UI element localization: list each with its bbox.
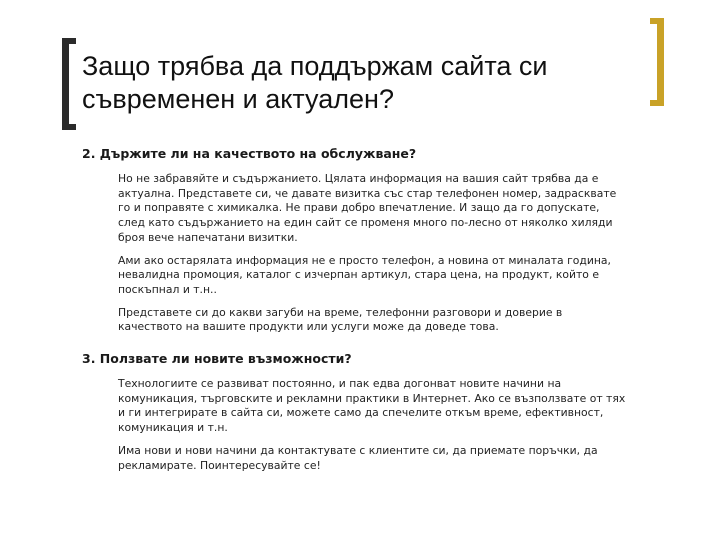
slide-title [82, 50, 642, 116]
text-line: го и поправяте с химикалка. Не прави добро впечатление. И защо да го допускате, [118, 201, 600, 215]
section-2-paragraph-2 [118, 254, 678, 298]
text-line: качеството на вашите продукти или услуги може да доведе това. [118, 320, 499, 334]
section-3-heading: 3. Ползвате ли новите възможности? [82, 351, 352, 367]
text-line: и ги интегрирате в сайта си, можете само да спечелите откъм време, ефективност, [118, 406, 604, 420]
text-line: Технологиите се развиват постоянно, и пак едва догонват новите начини на [118, 377, 562, 391]
section-3-paragraph-1 [118, 377, 678, 436]
text-line: комуникация, търговските и рекламни практики в Интернет. Ако се възползвате от тях [118, 391, 626, 405]
text-line: комуникация и т.н. [118, 421, 228, 435]
section-2-heading: 2. Държите ли на качеството на обслужване? [82, 146, 417, 161]
text-line: Има нови и нови начини да контактувате с клиентите си, да приемате поръчки, да [118, 443, 598, 457]
text-line: рекламирате. Поинтересувайте се! [118, 458, 321, 472]
right-bracket-decoration [650, 18, 664, 106]
text-line: след като съдържанието на един сайт се променя много по-лесно от няколко хиляди [118, 216, 613, 230]
title-line-1: Защо трябва да поддържам сайта си [82, 51, 548, 81]
text-line: броя вече напечатани визитки. [118, 230, 298, 244]
text-line: поскъпнал и т.н.. [118, 282, 217, 296]
text-line: Ами ако остарялата информация не е просто телефон, а новина от миналата година, [118, 253, 611, 267]
slide-content [82, 146, 682, 481]
section-2-paragraph-3 [118, 306, 678, 335]
section-2-paragraph-1 [118, 172, 678, 246]
text-line: Но не забравяйте и съдържанието. Цялата информация на вашия сайт трябва да е [118, 172, 599, 185]
text-line: невалидна промоция, каталог с изчерпан артикул, стара цена, на продукт, който е [118, 268, 599, 282]
title-line-2: съвременен и актуален? [82, 84, 394, 114]
text-line: актуална. Представете си, че давате визитка със стар телефонен номер, задрасквате [118, 186, 617, 200]
left-bracket-decoration [62, 38, 76, 130]
section-3-paragraph-2 [118, 444, 678, 473]
text-line: Представете си до какви загуби на време, телефонни разговори и доверие в [118, 305, 563, 319]
